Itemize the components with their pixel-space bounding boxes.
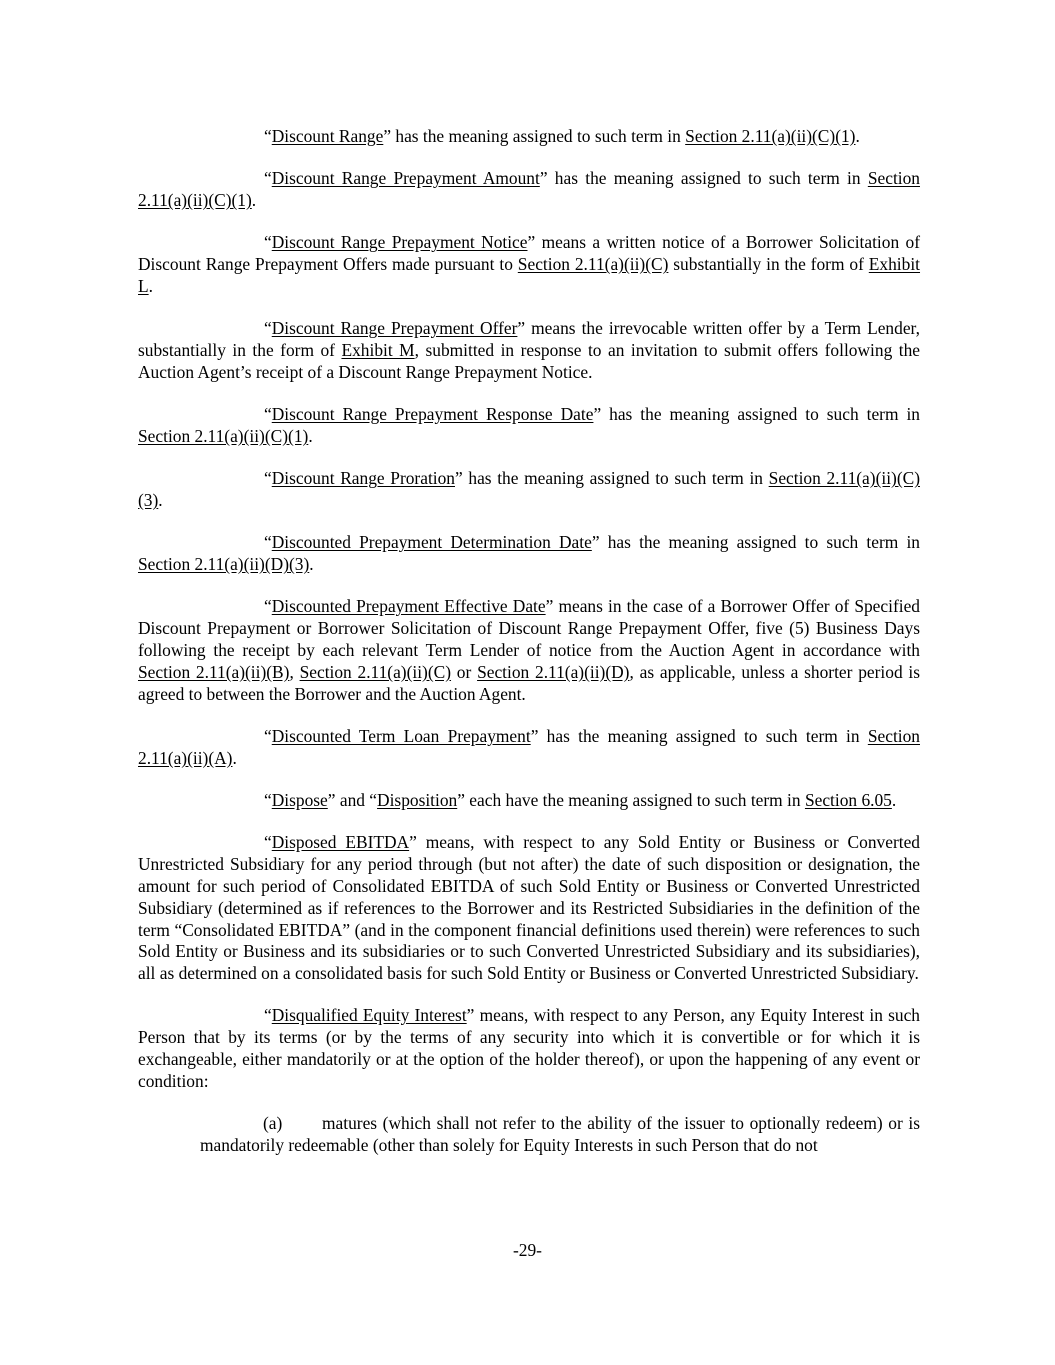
- definition-text: ” has the meaning assigned to such term in: [593, 404, 920, 425]
- defined-term-reference: Discount Range Prepayment Offer: [271, 318, 518, 339]
- defined-term-reference: Section 2.11(a)(ii)(C)(1): [685, 126, 856, 146]
- defined-term-reference: Discount Range Proration: [271, 468, 455, 489]
- defined-term-reference: Discount Range: [271, 126, 384, 146]
- definition-text: or: [451, 661, 478, 682]
- defined-term-reference: Discounted Prepayment Determination Date: [271, 532, 592, 553]
- page-number: -29-: [513, 1240, 542, 1260]
- defined-term-reference: Section 2.11(a)(ii)(C)(1): [138, 425, 309, 446]
- definition-text: “: [264, 318, 272, 339]
- definition-text: “: [264, 404, 272, 425]
- definition-text: “: [264, 468, 272, 489]
- defined-term-reference: Discount Range Prepayment Response Date: [271, 404, 594, 425]
- clause-a-label: (a): [263, 1113, 283, 1134]
- defined-term-reference: Section 2.11(a)(ii)(A): [138, 725, 920, 768]
- definition-text: .: [309, 554, 314, 575]
- definition-text: ” has the meaning assigned to such term in: [383, 126, 686, 146]
- def-disqualified-equity-interest: [138, 1005, 920, 1092]
- definition-text: ” has the meaning assigned to such term in: [455, 468, 769, 489]
- def-dispose: [138, 790, 920, 812]
- definition-text: ” means the irrevocable written offer by a Term Lender, substantially in the form of: [138, 318, 920, 361]
- definition-text: ” has the meaning assigned to such term in: [539, 168, 868, 189]
- definition-text: “: [264, 532, 272, 553]
- defined-term-reference: Exhibit M: [341, 340, 415, 361]
- definition-text: ” means, with respect to any Sold Entity or Business or Converted Unrestricted Subsidiary for any period through (but not after) the date of such disposition or designation, the amount for such period of Consolidated EBITDA of such Sold Entity or Business or Converted Unrestricted Subsidiary (determined as if references to the Borrower and its Restricted Subsidiaries in the definition of the term “Consolidated EBITDA” (and in the component financial definitions used therein) were references to such Sold Entity or Business and its subsidiaries or to such Converted Unrestricted Subsidiary and its subsidiaries), all as determined on a consolidated basis for such Sold Entity or Business or Converted Unrestricted Subsidiary.: [138, 832, 920, 984]
- def-discounted-prepayment-determination-date: [138, 532, 920, 576]
- def-discount-range-prepayment-notice: [138, 232, 920, 297]
- defined-term-reference: Section 6.05: [804, 790, 892, 811]
- definition-text: “: [264, 168, 272, 189]
- document-page: [138, 126, 920, 1157]
- definition-text: .: [891, 790, 897, 811]
- definition-text: .: [158, 490, 163, 511]
- defined-term-reference: Section 2.11(a)(ii)(D)(3): [138, 554, 310, 575]
- definitions-list: [138, 126, 920, 1093]
- definition-text: “: [264, 725, 272, 746]
- defined-term-reference: Discounted Prepayment Effective Date: [271, 596, 546, 617]
- def-discount-range-prepayment-offer: [138, 318, 920, 383]
- definition-text: ,: [289, 661, 300, 682]
- definition-text: substantially in the form of: [668, 254, 869, 275]
- defined-term-reference: Discount Range Prepayment Notice: [271, 232, 528, 253]
- def-discounted-term-loan-prepayment: [138, 726, 920, 770]
- def-discount-range-proration: [138, 468, 920, 512]
- defined-term-reference: Disposed EBITDA: [271, 832, 410, 853]
- definition-text: ” means in the case of a Borrower Offer of Specified Discount Prepayment or Borrower Solicitation of Discount Range Prepayment Offer, five (5) Business Days following the receipt by each relevant Term Lender of notice from the Auction Agent in accordance with: [138, 596, 920, 661]
- definition-text: ” has the meaning assigned to such term in: [591, 532, 920, 553]
- definition-text: “: [264, 1005, 272, 1026]
- defined-term-reference: Exhibit L: [138, 254, 921, 296]
- clause-a-text: matures (which shall not refer to the ability of the issuer to optionally redeem) or is mandatorily redeemable (other than solely for Equity Interests in such Person that do not: [200, 1113, 920, 1155]
- defined-term-reference: Section 2.11(a)(ii)(C)(3): [138, 468, 920, 511]
- defined-term-reference: Dispose: [271, 790, 328, 811]
- definition-text: .: [308, 425, 313, 446]
- definition-text: ” means a written notice of a Borrower Solicitation of Discount Range Prepayment Offers made pursuant to: [138, 232, 920, 275]
- defined-term-reference: Discount Range Prepayment Amount: [271, 168, 540, 189]
- defined-term-reference: Disqualified Equity Interest: [271, 1005, 467, 1026]
- defined-term-reference: Section 2.11(a)(ii)(C): [299, 661, 452, 682]
- definition-text: ” each have the meaning assigned to such term in: [457, 790, 805, 811]
- defined-term-reference: Discounted Term Loan Prepayment: [271, 725, 531, 746]
- definition-text: ” has the meaning assigned to such term in: [530, 725, 868, 746]
- definition-text: “: [264, 232, 272, 253]
- definition-text: “: [264, 790, 272, 811]
- clause-a: [200, 1113, 920, 1157]
- definition-text: “: [264, 832, 272, 853]
- defined-term-reference: Section 2.11(a)(ii)(C): [517, 254, 669, 275]
- def-discount-range: [138, 126, 920, 148]
- def-discounted-prepayment-effective-date: [138, 596, 920, 705]
- definition-text: ” means, with respect to any Person, any Equity Interest in such Person that by its terms (or by the terms of any security into which it is convertible or for which it is exchangeable, either mandatorily or at the option of the holder thereof), or upon the happening of any event or condition:: [138, 1005, 920, 1091]
- def-discount-range-prepayment-response-date: [138, 404, 920, 448]
- definition-text: ” and “: [327, 790, 378, 811]
- definition-text: , submitted in response to an invitation to submit offers following the Auction Agent’s receipt of a Discount Range Prepayment Notice.: [138, 340, 921, 382]
- definition-text: .: [251, 190, 257, 211]
- definition-text: .: [148, 275, 153, 296]
- def-disposed-ebitda: [138, 832, 920, 985]
- definition-text: “: [264, 126, 272, 146]
- defined-term-reference: Section 2.11(a)(ii)(B): [138, 661, 290, 682]
- def-discount-range-prepayment-amount: [138, 168, 920, 212]
- definition-text: .: [855, 126, 860, 146]
- defined-term-reference: Disposition: [377, 790, 458, 811]
- defined-term-reference: Section 2.11(a)(ii)(D): [477, 661, 630, 682]
- definition-text: “: [264, 596, 272, 617]
- defined-term-reference: Section 2.11(a)(ii)(C)(1): [138, 168, 920, 211]
- definition-text: , as applicable, unless a shorter period is agreed to between the Borrower and the Auction Agent.: [138, 661, 921, 704]
- definition-text: .: [232, 747, 237, 768]
